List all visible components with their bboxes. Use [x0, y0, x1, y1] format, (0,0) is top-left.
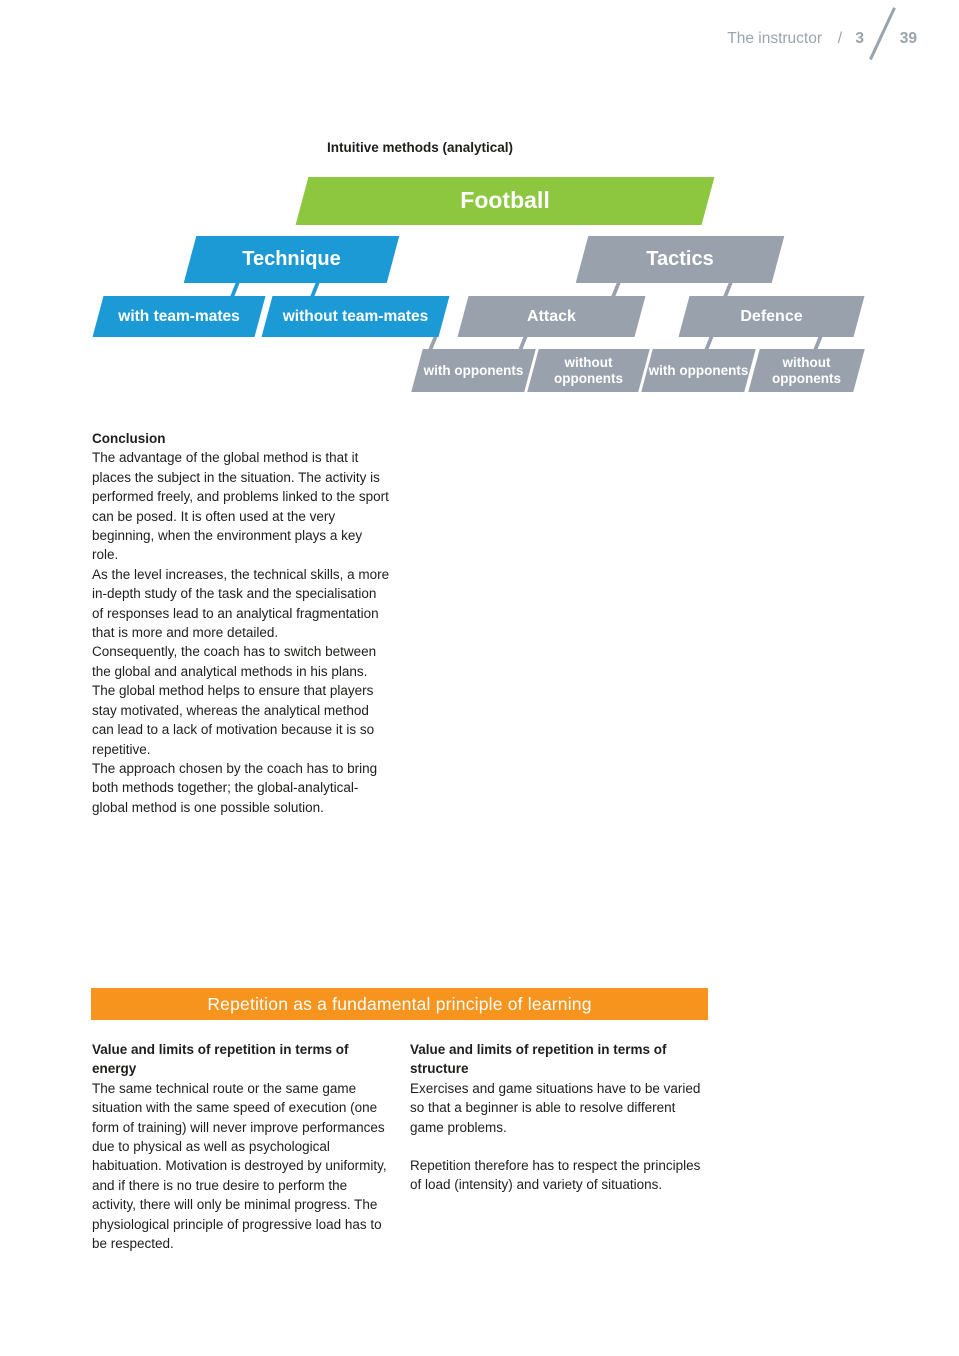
column-paragraph: The same technical route or the same game situation with the same speed of execution (one form of training) will never improve performances due to physical as well as psychological habituation. Motivation is destroyed by uniformity, and if there is no true desire to perform the activity, there will only be minimal progress. The physiological principle of progressive load has to be respected.: [92, 1080, 387, 1252]
node-defence-without-opponents-label: without opponents: [772, 355, 841, 386]
conclusion-paragraph: As the level increases, the technical skills, a more in-depth study of the task and the specialisation of responses lead to an analytical fragmentation that is more and more detailed.: [92, 566, 390, 641]
node-defence: [684, 296, 859, 337]
connector-line: [814, 337, 823, 349]
repetition-banner: [91, 988, 708, 1020]
node-football-label: Football: [460, 187, 550, 214]
node-attack-with-opponents-label: with opponents: [423, 362, 524, 378]
column-heading: Value and limits of repetition in terms of energy: [92, 1042, 349, 1077]
node-with-team-mates-label: with team-mates: [118, 307, 240, 325]
column-heading: Value and limits of repetition in terms of structure: [410, 1042, 667, 1077]
connector-line: [723, 283, 732, 296]
connector-line: [429, 337, 438, 349]
node-attack-without-opponents: [533, 349, 644, 392]
column-structure: [410, 1040, 708, 1214]
conclusion-paragraph: The global method helps to ensure that players stay motivated, whereas the analytical method can lead to a lack of motivation because it is so repetitive.: [92, 683, 375, 757]
conclusion-paragraph: Consequently, the coach has to switch between the global and analytical methods in his plans.: [92, 644, 377, 679]
node-with-team-mates: [98, 296, 260, 337]
conclusion-section: [92, 429, 391, 817]
node-technique-label: Technique: [242, 248, 341, 271]
header-chapter-number: 3: [855, 30, 864, 47]
node-without-team-mates-label: without team-mates: [282, 307, 429, 325]
connector-line: [519, 337, 528, 349]
node-tactics: [582, 236, 778, 283]
conclusion-paragraph: The approach chosen by the coach has to bring both methods together; the global-analytical-global method is one possible solution.: [92, 760, 378, 815]
connector-line: [705, 337, 714, 349]
node-defence-with-opponents-label: with opponents: [648, 362, 749, 378]
header-separator: /: [837, 30, 842, 47]
node-defence-with-opponents: [647, 349, 750, 392]
column-energy: [92, 1040, 389, 1272]
node-football: [302, 177, 708, 225]
conclusion-paragraph: The advantage of the global method is that it places the subject in the situation. The activity is performed freely, and problems linked to the sport can be posed. It is often used at the very beginning, when the environment plays a key role.: [92, 450, 389, 563]
node-tactics-label: Tactics: [646, 248, 714, 271]
node-attack-with-opponents: [417, 349, 530, 392]
node-attack-label: Attack: [527, 307, 576, 325]
node-attack: [463, 296, 640, 337]
header-page-number: 39: [899, 30, 917, 47]
node-attack-without-opponents-label: without opponents: [554, 355, 623, 386]
node-without-team-mates: [267, 296, 444, 337]
header-slash-icon: [869, 7, 895, 60]
node-defence-label: Defence: [740, 307, 803, 325]
diagram-caption: Intuitive methods (analytical): [327, 140, 514, 155]
connector-line: [310, 283, 319, 296]
connector-line: [611, 283, 620, 296]
column-paragraph: Repetition therefore has to respect the principles of load (intensity) and variety of situations.: [410, 1158, 701, 1193]
banner-title: Repetition as a fundamental principle of learning: [207, 993, 592, 1014]
header-section-title: The instructor: [727, 30, 822, 47]
column-paragraph: Exercises and game situations have to be varied so that a beginner is able to resolve different game problems.: [410, 1080, 701, 1135]
conclusion-heading: Conclusion: [92, 431, 166, 446]
connector-line: [230, 283, 239, 296]
node-technique: [190, 236, 393, 283]
node-defence-without-opponents: [754, 349, 859, 392]
